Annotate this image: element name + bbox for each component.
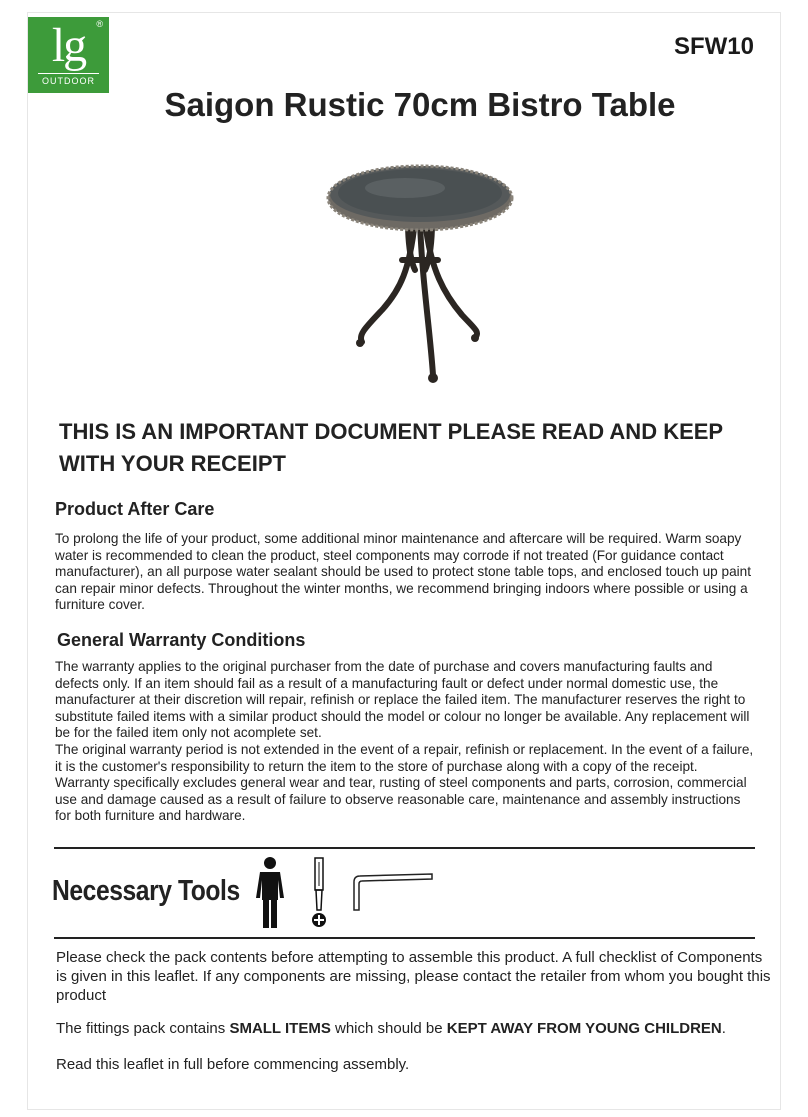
fittings-middle: which should be [330,1020,447,1037]
registered-mark: ® [96,19,103,29]
divider [54,847,755,849]
fittings-suffix: . [721,1020,726,1037]
warranty-text-1: The warranty applies to the original purchaser from the date of purchase and covers manufacturing faults and defects only. If an item should fail as a result of a manufacturing fault or defect under normal domestic use, the manufacturer at their discretion will repair, refinish or replace the failed item. The manufacturer reserves the right to substitute failed items with a similar product should the model or colour no longer be available. Any replacement will be for the failed item only not acomplete set. [55,659,750,741]
allen-key-icon [346,870,436,920]
after-care-text: To prolong the life of your product, some additional minor maintenance and aftercare will be required. Warm soapy water is recommended to clean the product, steel components may corrode if not treated (For guidance contact manufacturer), an all purpose water sealant should be used to protect stone table tops, and enclosed touch up paint can repair minor defects. Throughout the winter months, we recommend bringing indoors where possible or using a furniture cover. [55,531,751,613]
tools-heading: Necessary Tools [52,875,240,907]
important-notice: THIS IS AN IMPORTANT DOCUMENT PLEASE READ AND KEEP WITH YOUR RECEIPT [59,419,723,476]
small-items-text: SMALL ITEMS [229,1020,331,1037]
after-care-heading: Product After Care [55,499,215,519]
fittings-warning [56,1019,786,1038]
warranty-text [55,659,755,825]
page-title: Saigon Rustic 70cm Bistro Table [164,86,676,123]
logo-text: lg [51,19,86,72]
logo-subtitle: OUTDOOR [38,73,99,86]
screwdriver-icon [309,856,329,930]
read-leaflet-text: Read this leaflet in full before commencing assembly. [56,1056,410,1073]
divider [54,937,755,939]
fittings-prefix: The fittings pack contains [56,1020,230,1037]
keep-away-text: KEPT AWAY FROM YOUNG CHILDREN [446,1020,722,1037]
warranty-text-2: The original warranty period is not extended in the event of a repair, refinish or replacement. In the event of a failure, it is the customer's responsibility to return the item to the store of purchase along with a copy of the receipt. Warranty specifically excludes general wear and tear, rusting of steel components and parts, corrosion, commercial use and damage caused as a result of failure to observe reasonable care, maintenance and assembly instructions for both furniture and hardware. [55,741,754,824]
warranty-heading: General Warranty Conditions [57,630,306,650]
product-code: SFW10 [673,33,754,60]
pack-check-text: Please check the pack contents before attempting to assemble this product. A full checklist of Components is given in this leaflet. If any components are missing, please contact the retailer from whom you bought this product [56,949,771,1004]
brand-logo [28,17,109,93]
product-image [320,160,520,390]
person-icon [252,856,288,930]
